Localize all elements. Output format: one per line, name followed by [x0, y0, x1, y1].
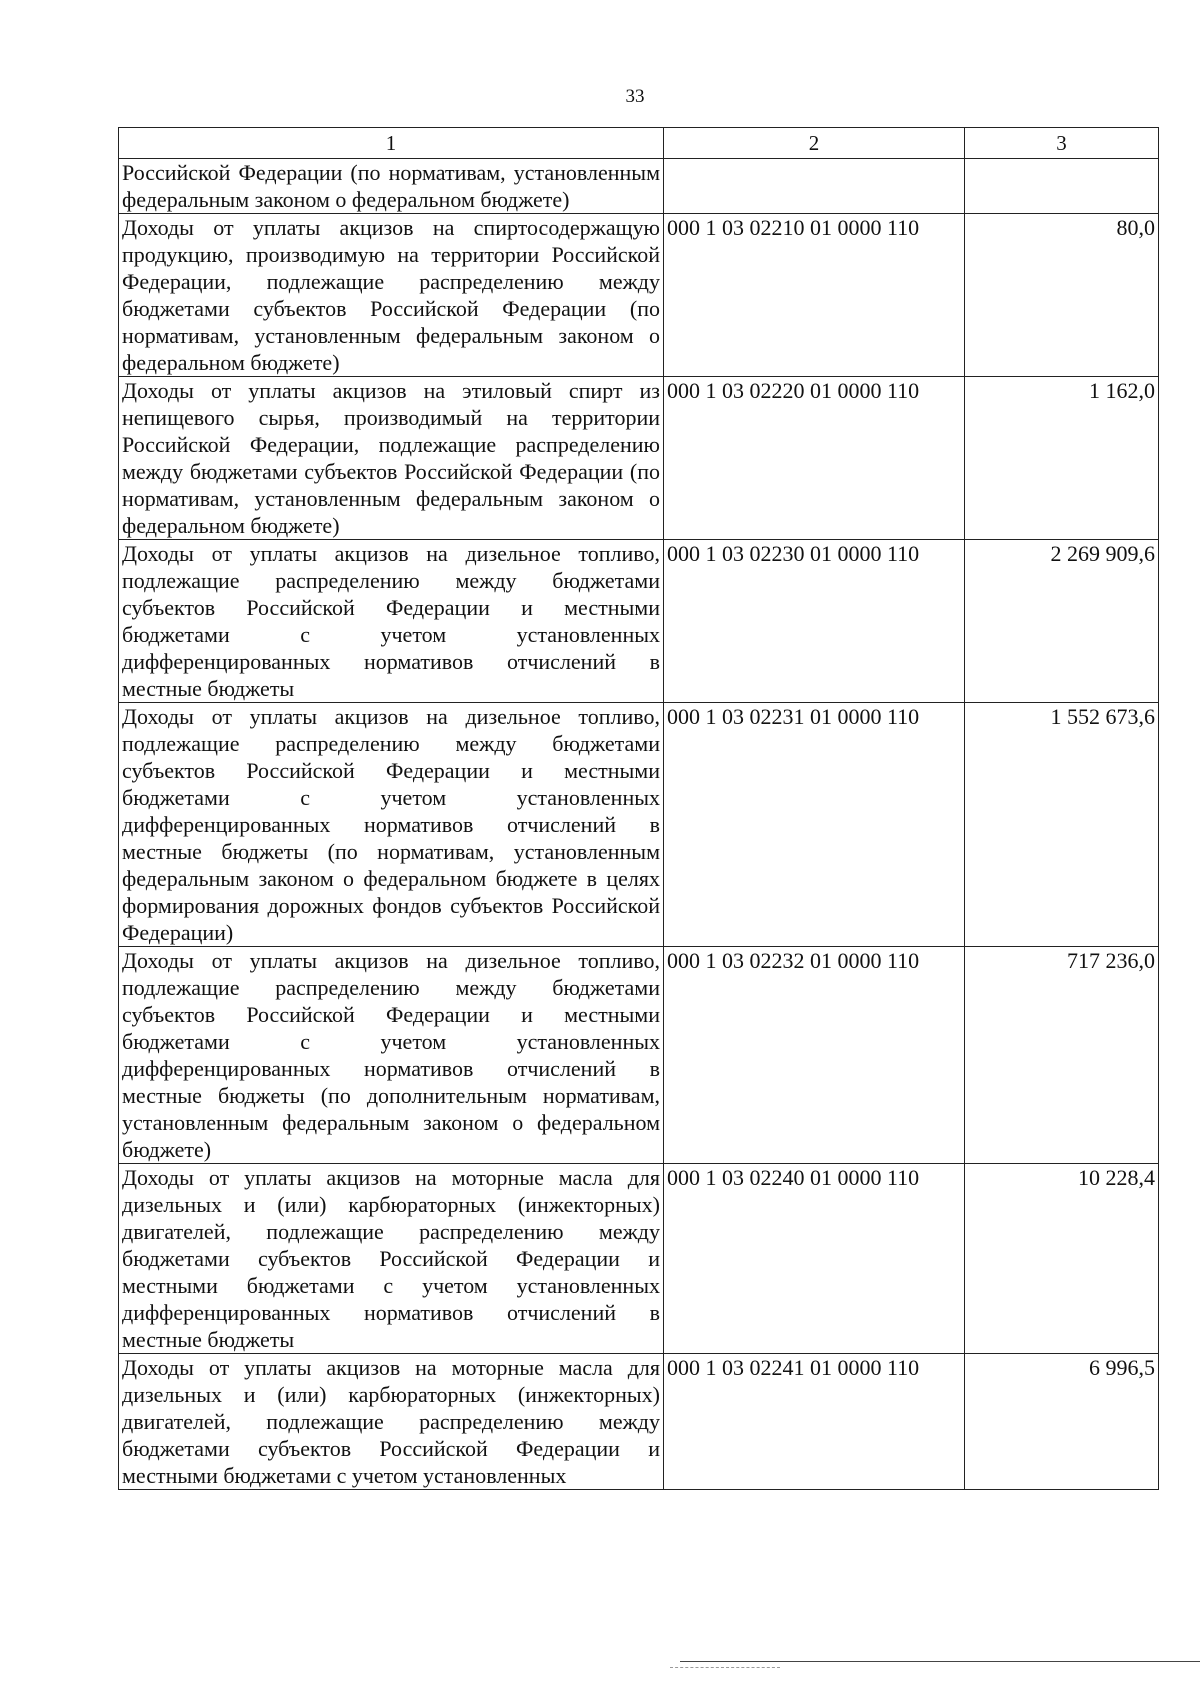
row-description: Доходы от уплаты акцизов на моторные масла для дизельных и (или) карбюраторных (инжекторных) двигателей, подлежащие распределению между бюджетами субъектов Российской Федерации и местными бюджетами с учетом установленных — [119, 1354, 664, 1490]
row-amount: 717 236,0 — [965, 947, 1159, 1164]
row-description: Доходы от уплаты акцизов на этиловый спирт из непищевого сырья, производимый на территории Российской Федерации, подлежащие распределению между бюджетами субъектов Российской Федерации (по нормативам, установленным федеральным законом о федеральном бюджете) — [119, 377, 664, 540]
row-description: Российской Федерации (по нормативам, установленным федеральным законом о федеральном бюджете) — [119, 159, 664, 214]
row-description: Доходы от уплаты акцизов на моторные масла для дизельных и (или) карбюраторных (инжекторных) двигателей, подлежащие распределению между бюджетами субъектов Российской Федерации и местными бюджетами с учетом установленных дифференцированных нормативов отчислений в местные бюджеты — [119, 1164, 664, 1354]
row-code: 000 1 03 02210 01 0000 110 — [664, 214, 965, 377]
column-header-amount: 3 — [965, 128, 1159, 159]
table-row — [119, 540, 1159, 703]
page-number: 33 — [625, 86, 645, 107]
row-amount: 1 162,0 — [965, 377, 1159, 540]
row-description: Доходы от уплаты акцизов на дизельное топливо, подлежащие распределению между бюджетами субъектов Российской Федерации и местными бюджетами с учетом установленных дифференцированных нормативов отчислений в местные бюджеты (по нормативам, установленным федеральным законом о федеральном бюджете в целях формирования дорожных фондов субъектов Российской Федерации) — [119, 703, 664, 947]
footer-rule — [680, 1661, 1200, 1662]
footer-dashed-rule — [670, 1667, 780, 1668]
row-description: Доходы от уплаты акцизов на спиртосодержащую продукцию, производимую на территории Российской Федерации, подлежащие распределению между бюджетами субъектов Российской Федерации (по нормативам, установленным федеральным законом о федеральном бюджете) — [119, 214, 664, 377]
row-description: Доходы от уплаты акцизов на дизельное топливо, подлежащие распределению между бюджетами субъектов Российской Федерации и местными бюджетами с учетом установленных дифференцированных нормативов отчислений в местные бюджеты — [119, 540, 664, 703]
row-code: 000 1 03 02220 01 0000 110 — [664, 377, 965, 540]
row-code: 000 1 03 02241 01 0000 110 — [664, 1354, 965, 1490]
row-code: 000 1 03 02230 01 0000 110 — [664, 540, 965, 703]
row-amount: 2 269 909,6 — [965, 540, 1159, 703]
row-code: 000 1 03 02240 01 0000 110 — [664, 1164, 965, 1354]
row-amount — [965, 159, 1159, 214]
row-amount: 80,0 — [965, 214, 1159, 377]
row-amount: 6 996,5 — [965, 1354, 1159, 1490]
revenue-table — [118, 127, 1159, 1490]
table-header-row — [119, 128, 1159, 159]
table-row — [119, 1354, 1159, 1490]
row-description: Доходы от уплаты акцизов на дизельное топливо, подлежащие распределению между бюджетами субъектов Российской Федерации и местными бюджетами с учетом установленных дифференцированных нормативов отчислений в местные бюджеты (по дополнительным нормативам, установленным федеральным законом о федеральном бюджете) — [119, 947, 664, 1164]
table-row — [119, 377, 1159, 540]
column-header-description: 1 — [119, 128, 664, 159]
table-row — [119, 947, 1159, 1164]
table-row — [119, 214, 1159, 377]
row-amount: 10 228,4 — [965, 1164, 1159, 1354]
table-row — [119, 703, 1159, 947]
column-header-code: 2 — [664, 128, 965, 159]
row-code: 000 1 03 02231 01 0000 110 — [664, 703, 965, 947]
row-code: 000 1 03 02232 01 0000 110 — [664, 947, 965, 1164]
table-row — [119, 159, 1159, 214]
row-code — [664, 159, 965, 214]
table-row — [119, 1164, 1159, 1354]
row-amount: 1 552 673,6 — [965, 703, 1159, 947]
